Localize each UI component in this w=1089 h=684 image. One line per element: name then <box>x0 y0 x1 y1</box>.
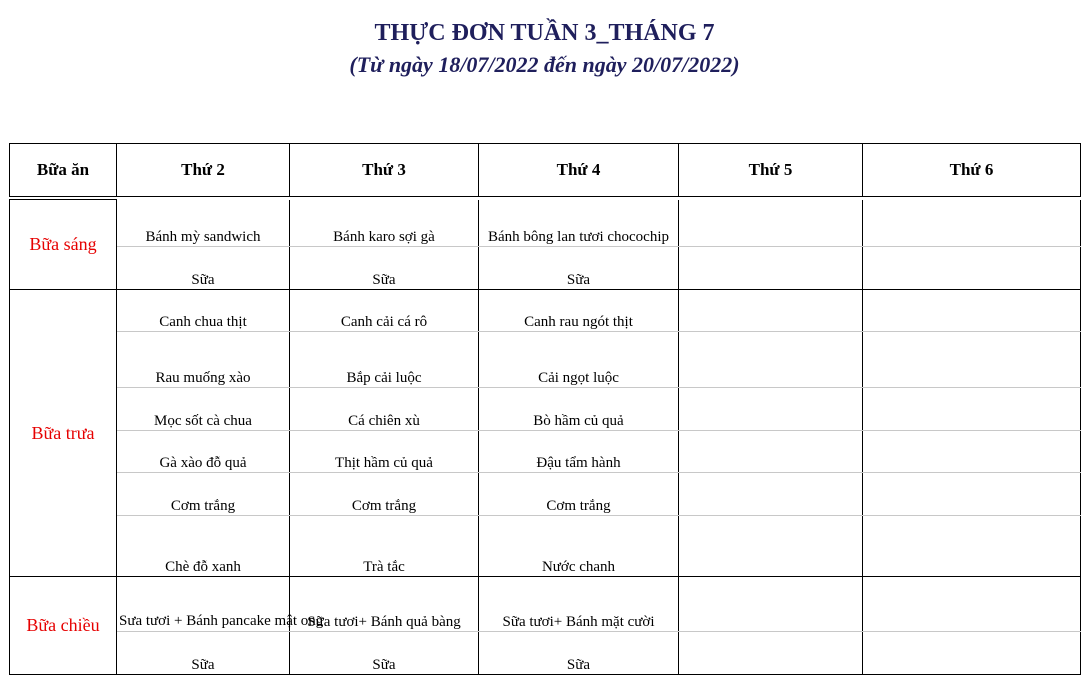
menu-cell: Sữa <box>290 632 479 675</box>
menu-cell <box>863 332 1081 388</box>
menu-cell: Canh cải cá rô <box>290 290 479 332</box>
menu-cell <box>863 473 1081 516</box>
table-row <box>10 431 1081 473</box>
menu-cell <box>679 388 863 431</box>
menu-cell: Bánh bông lan tươi chocochip <box>479 200 679 247</box>
menu-cell: Rau muống xào <box>117 332 290 388</box>
table-row <box>10 247 1081 290</box>
menu-cell: Bánh mỳ sandwich <box>117 200 290 247</box>
menu-cell <box>679 516 863 577</box>
menu-cell: Canh rau ngót thịt <box>479 290 679 332</box>
menu-title: THỰC ĐƠN TUẦN 3_THÁNG 7 <box>374 20 715 46</box>
menu-cell: Mọc sốt cà chua <box>117 388 290 431</box>
table-row <box>10 200 1081 247</box>
menu-cell <box>863 388 1081 431</box>
menu-cell <box>679 632 863 675</box>
menu-cell: Gà xào đỗ quả <box>117 431 290 473</box>
menu-cell: Trà tắc <box>290 516 479 577</box>
menu-cell: Chè đỗ xanh <box>117 516 290 577</box>
menu-cell <box>679 332 863 388</box>
header-cell: Thứ 6 <box>863 144 1081 197</box>
menu-cell <box>679 290 863 332</box>
header-cell: Thứ 5 <box>679 144 863 197</box>
menu-cell: Sữa <box>290 247 479 290</box>
menu-cell <box>863 632 1081 675</box>
menu-cell <box>863 200 1081 247</box>
table-row <box>10 473 1081 516</box>
menu-cell <box>679 247 863 290</box>
header-cell: Thứ 4 <box>479 144 679 197</box>
menu-cell <box>863 431 1081 473</box>
header-cell: Thứ 2 <box>117 144 290 197</box>
menu-table <box>9 143 1081 675</box>
meal-label-afternoon: Bữa chiều <box>10 577 117 675</box>
header-row <box>10 144 1081 197</box>
menu-cell: Bắp cải luộc <box>290 332 479 388</box>
table-row <box>10 577 1081 632</box>
menu-cell: Sữa <box>117 632 290 675</box>
menu-cell <box>863 290 1081 332</box>
menu-cell: Nước chanh <box>479 516 679 577</box>
menu-cell <box>679 473 863 516</box>
menu-cell: Sữa <box>479 247 679 290</box>
header-cell: Thứ 3 <box>290 144 479 197</box>
menu-cell <box>863 516 1081 577</box>
menu-cell: Canh chua thịt <box>117 290 290 332</box>
table-row <box>10 388 1081 431</box>
menu-cell: Sữa <box>479 632 679 675</box>
meal-label-breakfast: Bữa sáng <box>10 200 117 290</box>
menu-cell: Đậu tẩm hành <box>479 431 679 473</box>
menu-cell <box>679 577 863 632</box>
table-row <box>10 332 1081 388</box>
menu-cell: Cơm trắng <box>117 473 290 516</box>
table-row <box>10 290 1081 332</box>
menu-cell <box>679 431 863 473</box>
menu-cell: Cá chiên xù <box>290 388 479 431</box>
menu-date-range: (Từ ngày 18/07/2022 đến ngày 20/07/2022) <box>349 52 740 77</box>
menu-cell: Cải ngọt luộc <box>479 332 679 388</box>
menu-cell: Sữa tươi+ Bánh mặt cười <box>479 577 679 632</box>
menu-cell: Sữa <box>117 247 290 290</box>
table-row <box>10 516 1081 577</box>
table-row <box>10 632 1081 675</box>
menu-cell: Bánh karo sợi gà <box>290 200 479 247</box>
menu-cell: Cơm trắng <box>479 473 679 516</box>
meal-label-lunch: Bữa trưa <box>10 290 117 577</box>
menu-cell: Thịt hầm củ quả <box>290 431 479 473</box>
menu-cell <box>863 247 1081 290</box>
menu-cell: Bò hầm củ quả <box>479 388 679 431</box>
menu-cell: Sưa tươi + Bánh pancake mật ong <box>117 577 290 632</box>
header-cell: Bữa ăn <box>10 144 117 197</box>
menu-cell: Sữa tươi+ Bánh quả bàng <box>290 577 479 632</box>
menu-cell <box>863 577 1081 632</box>
menu-cell <box>679 200 863 247</box>
menu-cell: Cơm trắng <box>290 473 479 516</box>
